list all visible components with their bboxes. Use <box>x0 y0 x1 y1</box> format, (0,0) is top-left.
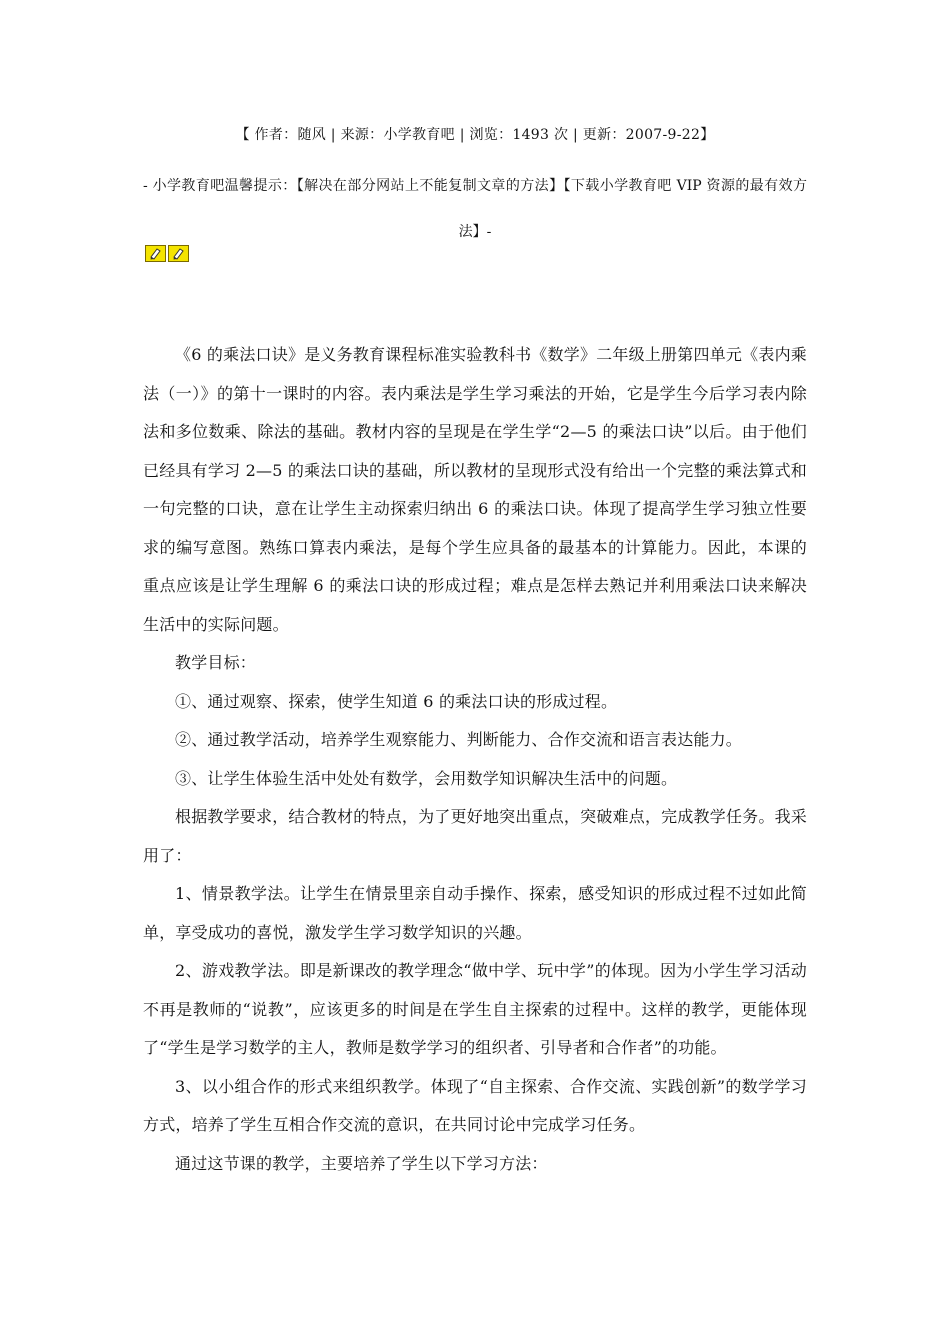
goal-item: ③、让学生体验生活中处处有数学，会用数学知识解决生活中的问题。 <box>175 768 678 788</box>
learning-methods-intro: 通过这节课的教学，主要培养了学生以下学习方法： <box>175 1153 548 1173</box>
intro-paragraph: 《6 的乘法口诀》是义务教育课程标准实验教科书《数学》二年级上册第四单元《表内乘法（一）》的第十一课时的内容。表内乘法是学生学习乘法的开始，它是学生今后学习表内除法和多位数乘、除法的基础。教材内容的呈现是在学生学“2—5 的乘法口诀”以后。由于他们已经具有学习 2—5 的乘法口诀的基础，所以教材的呈现形式没有给出一个完整的乘法算式和一句完整的口诀，意在让学生主动探索归纳出 6 的乘法口诀。体现了提高学生学习独立性要求的编写意图。熟练口算表内乘法，是每个学生应具备的最基本的计算能力。因此，本课的重点应该是让学生理解 6 的乘法口诀的形成过程；难点是怎样去熟记并利用乘法口诀来解决生活中的实际问题。 <box>143 345 807 634</box>
method-intro: 根据教学要求，结合教材的特点，为了更好地突出重点，突破难点，完成教学任务。我采用了： <box>143 807 807 865</box>
method-item: 1、情景教学法。让学生在情景里亲自动手操作、探索，感受知识的形成过程不过如此简单，享受成功的喜悦，激发学生学习数学知识的兴趣。 <box>143 884 807 942</box>
article-meta: 【 作者：随风 | 来源：小学教育吧 | 浏览：1493 次 | 更新：2007-9-22】 <box>235 127 715 143</box>
icon-toolbar <box>145 245 189 262</box>
goals-heading: 教学目标： <box>175 653 257 672</box>
goal-item: ②、通过教学活动，培养学生观察能力、判断能力、合作交流和语言表达能力。 <box>175 730 743 749</box>
method-item: 3、以小组合作的形式来组织教学。体现了“自主探索、合作交流、实践创新”的数学学习方式，培养了学生互相合作交流的意识，在共同讨论中完成学习任务。 <box>143 1076 807 1134</box>
site-tip[interactable]: - 小学教育吧温馨提示：【解决在部分网站上不能复制文章的方法】【下载小学教育吧 VIP 资源的最有效方法】- <box>143 178 807 240</box>
method-item: 2、游戏教学法。即是新课改的教学理念“做中学、玩中学”的体现。因为小学生学习活动不再是教师的“说教”，应该更多的时间是在学生自主探索的过程中。这样的教学，更能体现了“学生是学习数学的主人，教师是数学学习的组织者、引导者和合作者”的功能。 <box>143 961 807 1057</box>
article-body <box>143 336 807 1183</box>
edit-icon[interactable] <box>145 245 166 262</box>
goal-item: ①、通过观察、探索，使学生知道 6 的乘法口诀的形成过程。 <box>175 691 618 711</box>
edit-icon[interactable] <box>168 245 189 262</box>
